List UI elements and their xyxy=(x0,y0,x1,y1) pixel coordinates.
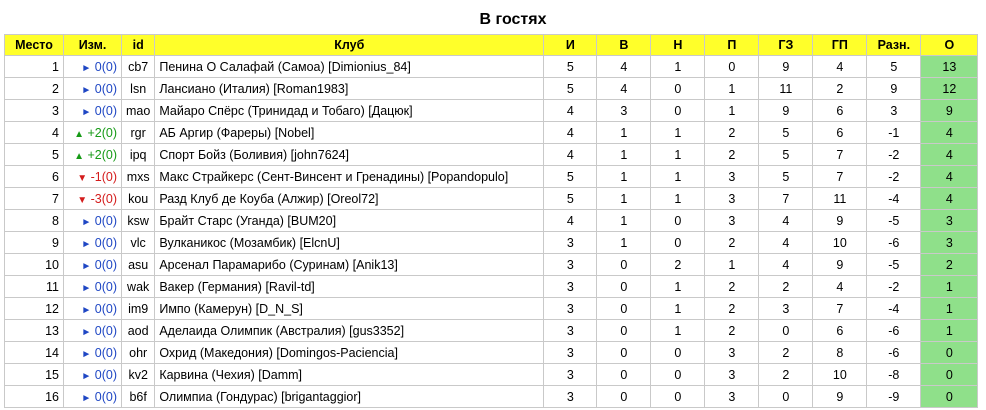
goals-against-cell: 10 xyxy=(813,364,867,386)
change-cell xyxy=(64,232,122,254)
draws-cell: 0 xyxy=(651,100,705,122)
table-row xyxy=(5,100,978,122)
change-same-icon: ► xyxy=(81,106,92,118)
games-cell: 5 xyxy=(544,188,597,210)
id-cell: asu xyxy=(122,254,155,276)
goal-diff-cell: -4 xyxy=(867,298,921,320)
id-cell: kv2 xyxy=(122,364,155,386)
place-cell: 11 xyxy=(5,276,64,298)
goals-for-cell: 7 xyxy=(759,188,813,210)
points-cell: 4 xyxy=(921,188,978,210)
draws-cell: 1 xyxy=(651,298,705,320)
place-cell: 15 xyxy=(5,364,64,386)
id-cell: mxs xyxy=(122,166,155,188)
goal-diff-cell: -6 xyxy=(867,320,921,342)
games-cell: 4 xyxy=(544,144,597,166)
losses-cell: 2 xyxy=(705,122,759,144)
change-value: +2(0) xyxy=(87,147,117,162)
change-value: 0(0) xyxy=(94,235,117,250)
goals-against-cell: 2 xyxy=(813,78,867,100)
change-value: 0(0) xyxy=(94,301,117,316)
goal-diff-cell: -6 xyxy=(867,232,921,254)
club-cell: Карвина (Чехия) [Damm] xyxy=(155,364,544,386)
id-cell: lsn xyxy=(122,78,155,100)
header-points: О xyxy=(921,35,978,56)
games-cell: 3 xyxy=(544,232,597,254)
losses-cell: 3 xyxy=(705,210,759,232)
club-cell: Арсенал Парамарибо (Суринам) [Anik13] xyxy=(155,254,544,276)
goal-diff-cell: -2 xyxy=(867,166,921,188)
goal-diff-cell: -4 xyxy=(867,188,921,210)
losses-cell: 2 xyxy=(705,144,759,166)
games-cell: 3 xyxy=(544,386,597,408)
draws-cell: 0 xyxy=(651,210,705,232)
id-cell: kou xyxy=(122,188,155,210)
losses-cell: 3 xyxy=(705,166,759,188)
change-same-icon: ► xyxy=(81,62,92,74)
losses-cell: 0 xyxy=(705,56,759,78)
goals-for-cell: 9 xyxy=(759,100,813,122)
goals-against-cell: 9 xyxy=(813,210,867,232)
draws-cell: 1 xyxy=(651,122,705,144)
table-row xyxy=(5,364,978,386)
goals-for-cell: 0 xyxy=(759,320,813,342)
points-cell: 2 xyxy=(921,254,978,276)
change-down-icon: ▼ xyxy=(77,172,88,184)
id-cell: ksw xyxy=(122,210,155,232)
wins-cell: 1 xyxy=(597,232,651,254)
goals-for-cell: 4 xyxy=(759,254,813,276)
change-value: 0(0) xyxy=(94,213,117,228)
goals-for-cell: 4 xyxy=(759,210,813,232)
id-cell: wak xyxy=(122,276,155,298)
header-change: Изм. xyxy=(64,35,122,56)
games-cell: 4 xyxy=(544,122,597,144)
place-cell: 5 xyxy=(5,144,64,166)
draws-cell: 0 xyxy=(651,364,705,386)
change-same-icon: ► xyxy=(81,326,92,338)
id-cell: b6f xyxy=(122,386,155,408)
goal-diff-cell: 3 xyxy=(867,100,921,122)
table-row xyxy=(5,78,978,100)
points-cell: 3 xyxy=(921,232,978,254)
wins-cell: 1 xyxy=(597,166,651,188)
wins-cell: 0 xyxy=(597,364,651,386)
wins-cell: 4 xyxy=(597,56,651,78)
change-value: 0(0) xyxy=(94,279,117,294)
points-cell: 4 xyxy=(921,144,978,166)
points-cell: 1 xyxy=(921,320,978,342)
place-cell: 1 xyxy=(5,56,64,78)
table-title: В гостях xyxy=(479,11,547,28)
games-cell: 4 xyxy=(544,210,597,232)
draws-cell: 2 xyxy=(651,254,705,276)
draws-cell: 1 xyxy=(651,56,705,78)
points-cell: 1 xyxy=(921,276,978,298)
table-row xyxy=(5,56,978,78)
change-value: -3(0) xyxy=(90,191,117,206)
place-cell: 13 xyxy=(5,320,64,342)
goals-against-cell: 7 xyxy=(813,298,867,320)
place-cell: 12 xyxy=(5,298,64,320)
header-place: Место xyxy=(5,35,64,56)
wins-cell: 0 xyxy=(597,276,651,298)
goal-diff-cell: -9 xyxy=(867,386,921,408)
goals-against-cell: 4 xyxy=(813,276,867,298)
place-cell: 14 xyxy=(5,342,64,364)
points-cell: 0 xyxy=(921,364,978,386)
change-cell xyxy=(64,56,122,78)
header-row xyxy=(5,35,978,56)
goals-for-cell: 2 xyxy=(759,276,813,298)
goals-for-cell: 0 xyxy=(759,386,813,408)
change-value: 0(0) xyxy=(94,323,117,338)
draws-cell: 1 xyxy=(651,320,705,342)
points-cell: 3 xyxy=(921,210,978,232)
games-cell: 4 xyxy=(544,100,597,122)
change-same-icon: ► xyxy=(81,238,92,250)
goals-against-cell: 9 xyxy=(813,254,867,276)
change-value: 0(0) xyxy=(94,81,117,96)
losses-cell: 2 xyxy=(705,320,759,342)
table-row xyxy=(5,122,978,144)
club-cell: Вулканикос (Мозамбик) [ElcnU] xyxy=(155,232,544,254)
goals-against-cell: 7 xyxy=(813,144,867,166)
goals-for-cell: 5 xyxy=(759,122,813,144)
change-cell xyxy=(64,210,122,232)
place-cell: 6 xyxy=(5,166,64,188)
table-row xyxy=(5,342,978,364)
change-value: 0(0) xyxy=(94,103,117,118)
change-cell xyxy=(64,188,122,210)
wins-cell: 0 xyxy=(597,342,651,364)
wins-cell: 3 xyxy=(597,100,651,122)
wins-cell: 0 xyxy=(597,386,651,408)
id-cell: aod xyxy=(122,320,155,342)
place-cell: 8 xyxy=(5,210,64,232)
goal-diff-cell: -2 xyxy=(867,276,921,298)
points-cell: 4 xyxy=(921,122,978,144)
goals-against-cell: 10 xyxy=(813,232,867,254)
goals-against-cell: 7 xyxy=(813,166,867,188)
change-same-icon: ► xyxy=(81,282,92,294)
goal-diff-cell: 5 xyxy=(867,56,921,78)
club-cell: Лансиано (Италия) [Roman1983] xyxy=(155,78,544,100)
goals-against-cell: 4 xyxy=(813,56,867,78)
id-cell: ohr xyxy=(122,342,155,364)
goals-for-cell: 2 xyxy=(759,364,813,386)
goals-against-cell: 8 xyxy=(813,342,867,364)
goal-diff-cell: 9 xyxy=(867,78,921,100)
losses-cell: 2 xyxy=(705,232,759,254)
change-cell xyxy=(64,320,122,342)
points-cell: 13 xyxy=(921,56,978,78)
wins-cell: 0 xyxy=(597,254,651,276)
goals-against-cell: 6 xyxy=(813,122,867,144)
points-cell: 9 xyxy=(921,100,978,122)
club-cell: АБ Аргир (Фареры) [Nobel] xyxy=(155,122,544,144)
standings-table xyxy=(4,34,978,408)
id-cell: vlc xyxy=(122,232,155,254)
table-row xyxy=(5,386,978,408)
club-cell: Брайт Старс (Уганда) [BUM20] xyxy=(155,210,544,232)
change-same-icon: ► xyxy=(81,84,92,96)
wins-cell: 0 xyxy=(597,298,651,320)
wins-cell: 1 xyxy=(597,144,651,166)
header-goal-diff: Разн. xyxy=(867,35,921,56)
change-same-icon: ► xyxy=(81,304,92,316)
points-cell: 0 xyxy=(921,386,978,408)
goal-diff-cell: -1 xyxy=(867,122,921,144)
id-cell: ipq xyxy=(122,144,155,166)
header-goals-against: ГП xyxy=(813,35,867,56)
games-cell: 3 xyxy=(544,342,597,364)
change-up-icon: ▲ xyxy=(74,128,84,140)
wins-cell: 0 xyxy=(597,320,651,342)
club-cell: Майаро Спёрс (Тринидад и Тобаго) [Дацюк] xyxy=(155,100,544,122)
header-club: Клуб xyxy=(155,35,544,56)
draws-cell: 0 xyxy=(651,232,705,254)
games-cell: 5 xyxy=(544,78,597,100)
change-cell xyxy=(64,276,122,298)
change-up-icon: ▲ xyxy=(74,150,84,162)
change-cell xyxy=(64,166,122,188)
games-cell: 3 xyxy=(544,254,597,276)
goals-for-cell: 11 xyxy=(759,78,813,100)
change-same-icon: ► xyxy=(81,260,92,272)
club-cell: Импо (Камерун) [D_N_S] xyxy=(155,298,544,320)
games-cell: 5 xyxy=(544,166,597,188)
table-row xyxy=(5,188,978,210)
change-cell xyxy=(64,342,122,364)
table-row xyxy=(5,210,978,232)
draws-cell: 1 xyxy=(651,166,705,188)
place-cell: 9 xyxy=(5,232,64,254)
goal-diff-cell: -5 xyxy=(867,210,921,232)
place-cell: 7 xyxy=(5,188,64,210)
goal-diff-cell: -2 xyxy=(867,144,921,166)
change-value: 0(0) xyxy=(94,345,117,360)
header-id: id xyxy=(122,35,155,56)
header-goals-for: ГЗ xyxy=(759,35,813,56)
draws-cell: 1 xyxy=(651,144,705,166)
id-cell: cb7 xyxy=(122,56,155,78)
header-draws: Н xyxy=(651,35,705,56)
id-cell: rgr xyxy=(122,122,155,144)
club-cell: Олимпиа (Гондурас) [brigantaggior] xyxy=(155,386,544,408)
table-row xyxy=(5,166,978,188)
club-cell: Макс Страйкерс (Сент-Винсент и Гренадины) [Popandopulo] xyxy=(155,166,544,188)
table-row xyxy=(5,232,978,254)
id-cell: im9 xyxy=(122,298,155,320)
place-cell: 3 xyxy=(5,100,64,122)
goals-against-cell: 11 xyxy=(813,188,867,210)
change-value: +2(0) xyxy=(87,125,117,140)
wins-cell: 1 xyxy=(597,188,651,210)
goal-diff-cell: -8 xyxy=(867,364,921,386)
goals-for-cell: 4 xyxy=(759,232,813,254)
losses-cell: 1 xyxy=(705,78,759,100)
goals-for-cell: 9 xyxy=(759,56,813,78)
change-cell xyxy=(64,100,122,122)
change-value: -1(0) xyxy=(90,169,117,184)
points-cell: 4 xyxy=(921,166,978,188)
club-cell: Пенина О Салафай (Самоа) [Dimionius_84] xyxy=(155,56,544,78)
games-cell: 3 xyxy=(544,298,597,320)
club-cell: Вакер (Германия) [Ravil-td] xyxy=(155,276,544,298)
table-row xyxy=(5,254,978,276)
games-cell: 5 xyxy=(544,56,597,78)
header-losses: П xyxy=(705,35,759,56)
losses-cell: 3 xyxy=(705,364,759,386)
losses-cell: 2 xyxy=(705,276,759,298)
place-cell: 10 xyxy=(5,254,64,276)
games-cell: 3 xyxy=(544,364,597,386)
wins-cell: 1 xyxy=(597,210,651,232)
draws-cell: 0 xyxy=(651,78,705,100)
draws-cell: 0 xyxy=(651,342,705,364)
wins-cell: 4 xyxy=(597,78,651,100)
header-games: И xyxy=(544,35,597,56)
change-value: 0(0) xyxy=(94,389,117,404)
goals-against-cell: 9 xyxy=(813,386,867,408)
table-row xyxy=(5,144,978,166)
header-wins: В xyxy=(597,35,651,56)
place-cell: 4 xyxy=(5,122,64,144)
change-cell xyxy=(64,144,122,166)
place-cell: 2 xyxy=(5,78,64,100)
change-same-icon: ► xyxy=(81,216,92,228)
goals-for-cell: 2 xyxy=(759,342,813,364)
goals-against-cell: 6 xyxy=(813,100,867,122)
change-cell xyxy=(64,386,122,408)
losses-cell: 1 xyxy=(705,100,759,122)
losses-cell: 3 xyxy=(705,342,759,364)
change-cell xyxy=(64,254,122,276)
points-cell: 0 xyxy=(921,342,978,364)
goals-for-cell: 3 xyxy=(759,298,813,320)
change-cell xyxy=(64,364,122,386)
losses-cell: 3 xyxy=(705,188,759,210)
club-cell: Аделаида Олимпик (Австралия) [gus3352] xyxy=(155,320,544,342)
change-cell xyxy=(64,122,122,144)
change-value: 0(0) xyxy=(94,59,117,74)
club-cell: Охрид (Македония) [Domingos-Paciencia] xyxy=(155,342,544,364)
draws-cell: 1 xyxy=(651,188,705,210)
losses-cell: 1 xyxy=(705,254,759,276)
table-row xyxy=(5,276,978,298)
points-cell: 1 xyxy=(921,298,978,320)
table-row xyxy=(5,298,978,320)
change-same-icon: ► xyxy=(81,370,92,382)
id-cell: mao xyxy=(122,100,155,122)
change-value: 0(0) xyxy=(94,367,117,382)
goals-against-cell: 6 xyxy=(813,320,867,342)
club-cell: Разд Клуб де Коуба (Алжир) [Oreol72] xyxy=(155,188,544,210)
change-cell xyxy=(64,298,122,320)
wins-cell: 1 xyxy=(597,122,651,144)
draws-cell: 1 xyxy=(651,276,705,298)
change-same-icon: ► xyxy=(81,348,92,360)
draws-cell: 0 xyxy=(651,386,705,408)
losses-cell: 3 xyxy=(705,386,759,408)
club-cell: Спорт Бойз (Боливия) [john7624] xyxy=(155,144,544,166)
change-cell xyxy=(64,78,122,100)
games-cell: 3 xyxy=(544,320,597,342)
points-cell: 12 xyxy=(921,78,978,100)
games-cell: 3 xyxy=(544,276,597,298)
losses-cell: 2 xyxy=(705,298,759,320)
goals-for-cell: 5 xyxy=(759,144,813,166)
change-value: 0(0) xyxy=(94,257,117,272)
place-cell: 16 xyxy=(5,386,64,408)
goals-for-cell: 5 xyxy=(759,166,813,188)
goal-diff-cell: -5 xyxy=(867,254,921,276)
table-row xyxy=(5,320,978,342)
change-down-icon: ▼ xyxy=(77,194,88,206)
change-same-icon: ► xyxy=(81,392,92,404)
goal-diff-cell: -6 xyxy=(867,342,921,364)
